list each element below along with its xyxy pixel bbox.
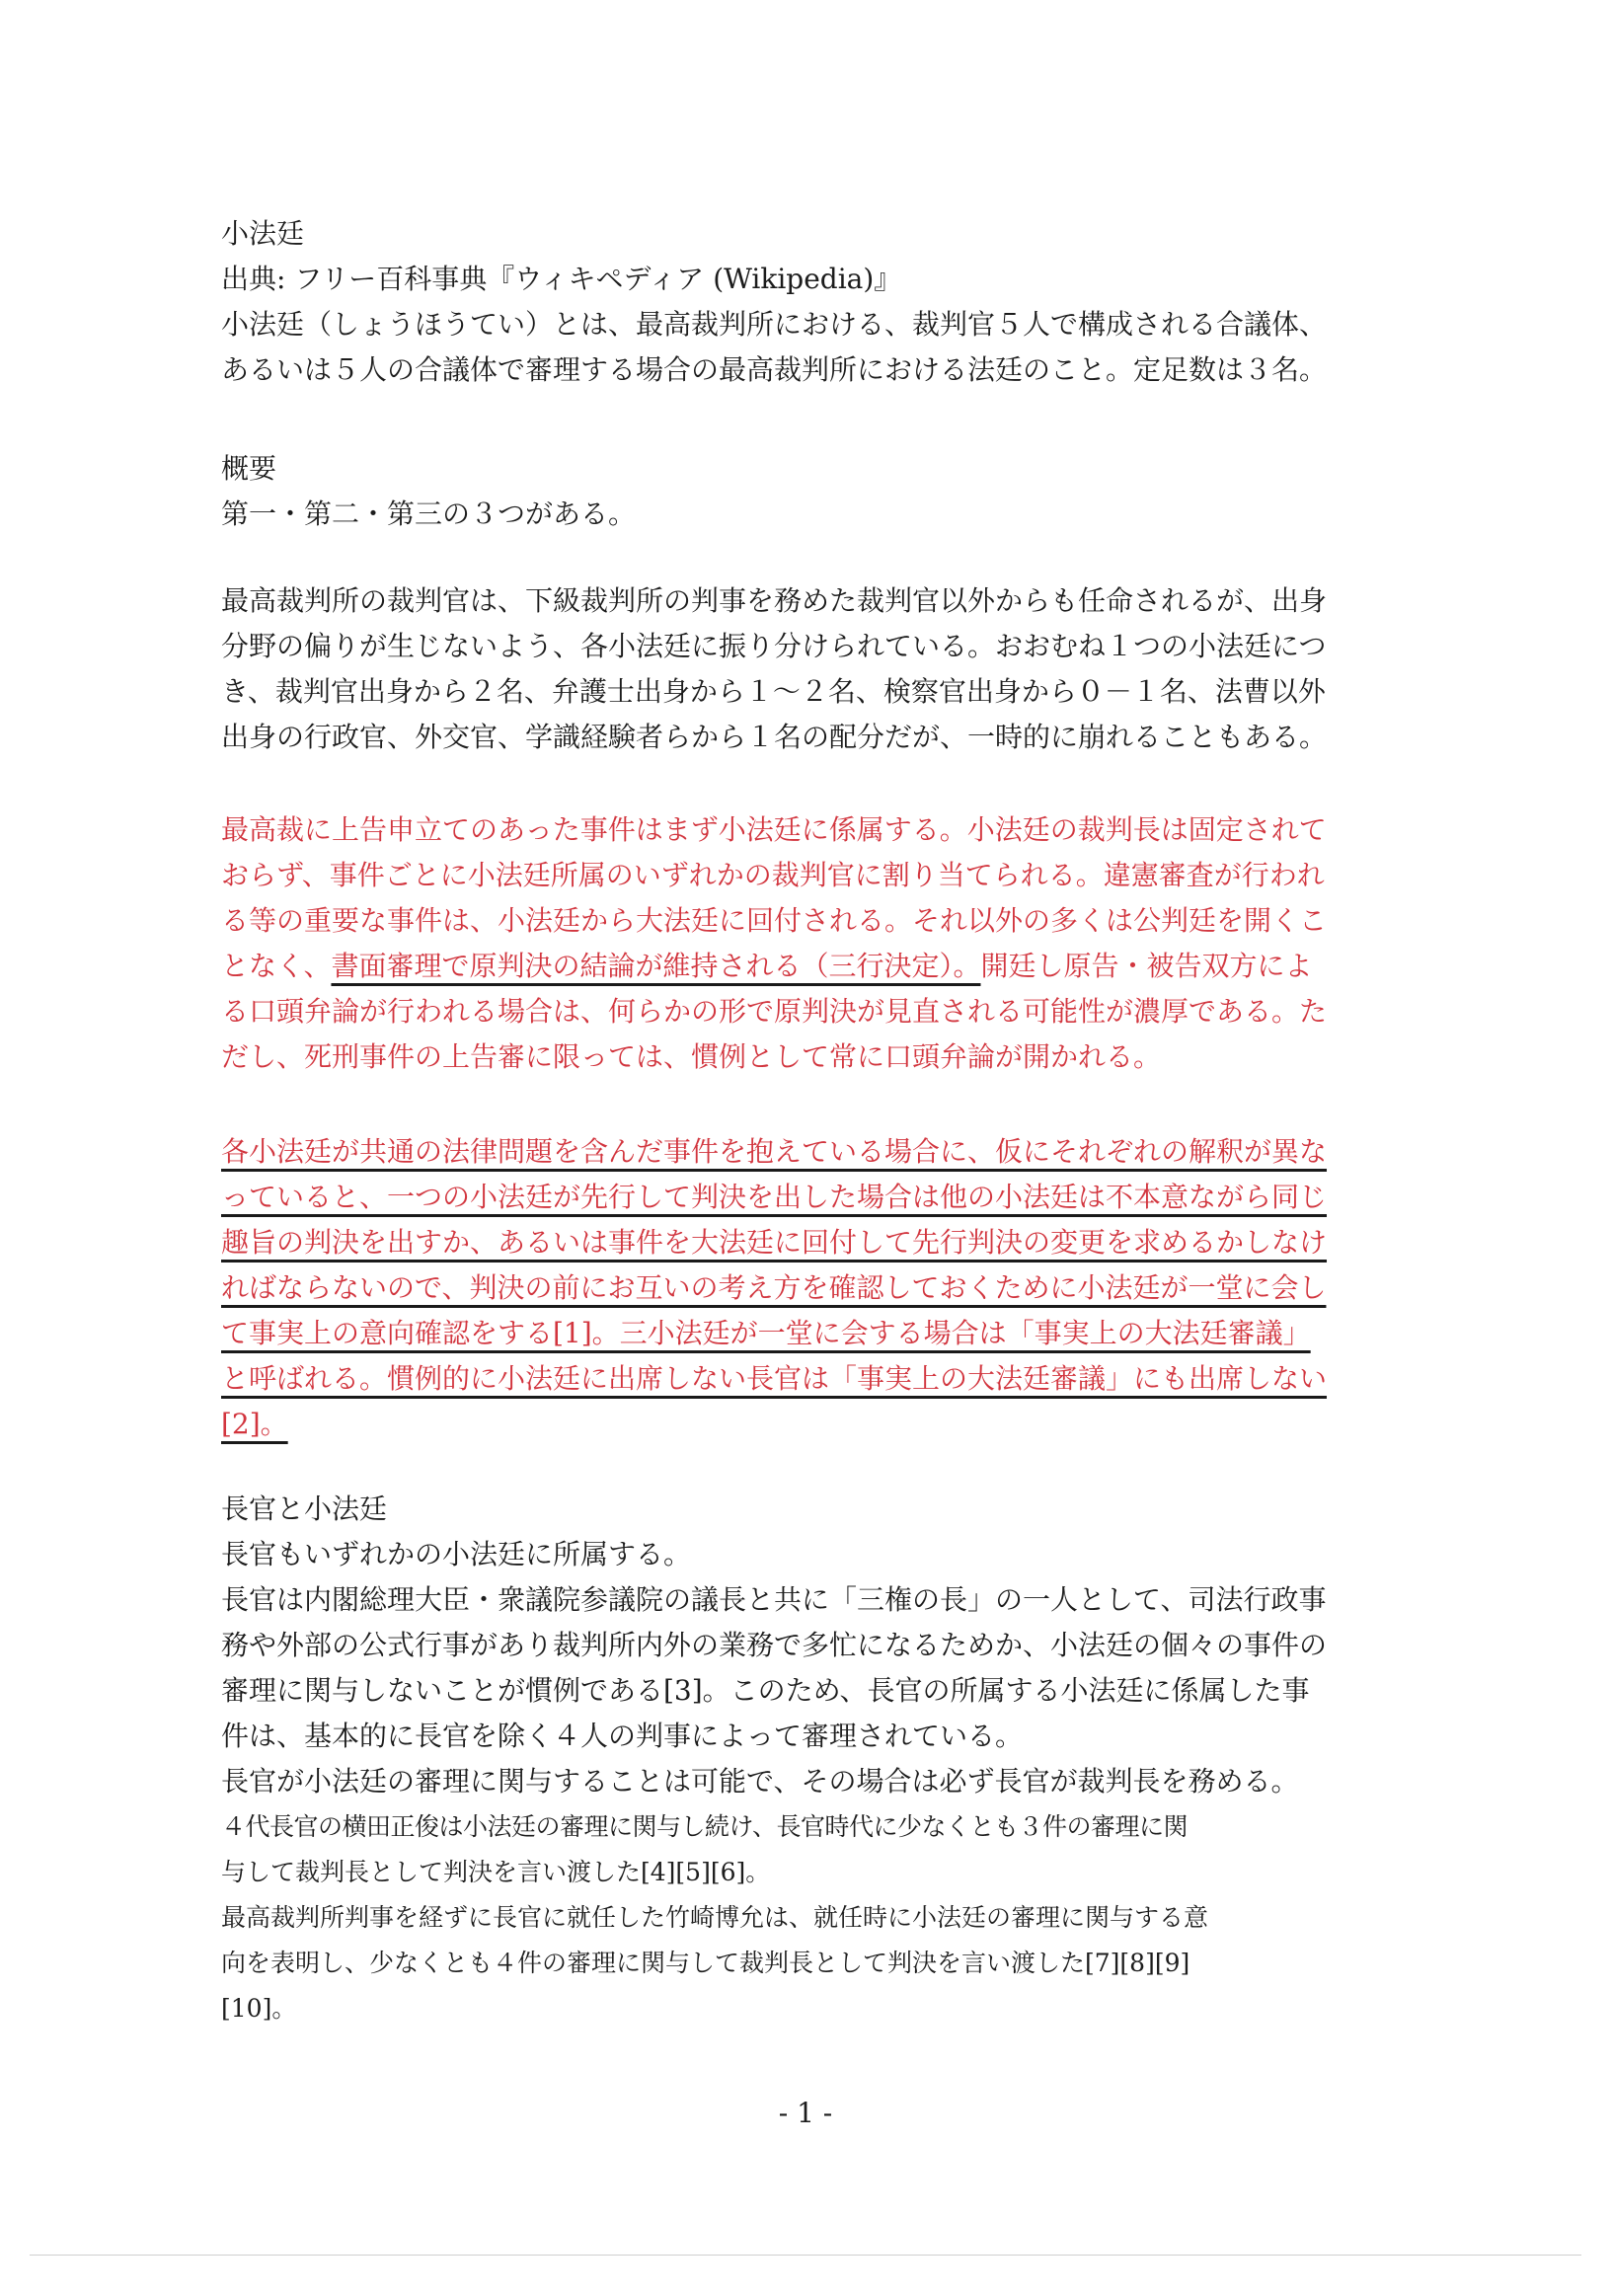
- chief-section: [221, 1487, 1392, 1804]
- chief-heading: 長官と小法廷: [221, 1492, 388, 1525]
- paragraph-line: 長官が小法廷の審理に関与することは可能で、その場合は必ず長官が裁判長を務める。: [221, 1765, 1299, 1798]
- underlined-text: と呼ばれる。慣例的に小法廷に出席しない長官は「事実上の大法廷審議」にも出席しない: [221, 1362, 1328, 1395]
- paragraph-line: 分野の偏りが生じないよう、各小法廷に振り分けられている。おおむね１つの小法廷につ: [221, 630, 1327, 662]
- scan-edge-line: [30, 2255, 1581, 2256]
- paragraph-line: [10]。: [221, 1994, 297, 2023]
- paragraph-line: だし、死刑事件の上告審に限っては、慣例として常に口頭弁論が開かれる。: [221, 1040, 1162, 1073]
- overview-heading: 概要: [221, 452, 277, 485]
- paragraph-line: 件は、基本的に長官を除く４人の判事によって審理されている。: [221, 1720, 1024, 1752]
- underlined-text: 趣旨の判決を出すか、あるいは事件を大法廷に回付して先行判決の変更を求めるかしなけ: [221, 1226, 1328, 1259]
- appeals-paragraph: [221, 807, 1392, 1080]
- underlined-line: [221, 1220, 1392, 1265]
- overview-section: [221, 446, 1392, 537]
- header-block: [221, 211, 1392, 393]
- chief-examples: [221, 1804, 1392, 2031]
- text-segment: 開廷し原告・被告双方によ: [980, 950, 1313, 982]
- paragraph-line: 向を表明し、少なくとも４件の審理に関与して裁判長として判決を言い渡した[7][8][9]: [221, 1949, 1190, 1977]
- paragraph-line: 最高裁判所の裁判官は、下級裁判所の判事を務めた裁判官以外からも任命されるが、出身: [221, 584, 1328, 617]
- underlined-text: っていると、一つの小法廷が先行して判決を出した場合は他の小法廷は不本意ながら同じ: [221, 1181, 1328, 1213]
- paragraph-line: 長官は内閣総理大臣・衆議院参議院の議長と共に「三権の長」の一人として、司法行政事: [221, 1583, 1327, 1616]
- underlined-text: て事実上の意向確認をする[1]。三小法廷が一堂に会する場合は「事実上の大法廷審議」: [221, 1317, 1311, 1349]
- paragraph-line: 最高裁に上告申立てのあった事件はまず小法廷に係属する。小法廷の裁判長は固定されて: [221, 813, 1327, 846]
- underlined-text: ればならないので、判決の前にお互いの考え方を確認しておくために小法廷が一堂に会し: [221, 1271, 1327, 1304]
- underlined-line: [221, 1402, 1392, 1447]
- paragraph-line: ４代長官の横田正俊は小法廷の審理に関与し続け、長官時代に少なくとも３件の審理に関: [221, 1812, 1189, 1841]
- paragraph-line: 与して裁判長として判決を言い渡した[4][5][6]。: [221, 1858, 771, 1886]
- paragraph-line: 最高裁判所判事を経ずに長官に就任した竹崎博允は、就任時に小法廷の審理に関与する意: [221, 1903, 1209, 1932]
- underlined-line: [221, 1311, 1392, 1356]
- underlined-line: [221, 1265, 1392, 1311]
- underlined-line: [221, 1356, 1392, 1402]
- source-line: 出典: フリー百科事典『ウィキペディア (Wikipedia)』: [221, 263, 902, 295]
- paragraph-line: る等の重要な事件は、小法廷から大法廷に回付される。それ以外の多くは公判廷を開くこ: [221, 904, 1328, 937]
- underlined-phrase: 書面審理で原判決の結論が維持される（三行決定）。: [331, 950, 981, 982]
- paragraph-line: 務や外部の公式行事があり裁判所内外の業務で多忙になるためか、小法廷の個々の事件の: [221, 1629, 1328, 1661]
- paragraph-line: き、裁判官出身から２名、弁護士出身から１～２名、検察官出身から０－１名、法曹以外: [221, 675, 1326, 708]
- paragraph-line: 審理に関与しないことが慣例である[3]。このため、長官の所属する小法廷に係属した事: [221, 1674, 1310, 1707]
- conference-paragraph: [221, 1129, 1392, 1447]
- underlined-text: [2]。: [221, 1408, 288, 1440]
- intro-line-2: あるいは５人の合議体で審理する場合の最高裁判所における法廷のこと。定足数は３名。: [221, 353, 1328, 386]
- intro-line-1: 小法廷（しょうほうてい）とは、最高裁判所における、裁判官５人で構成される合議体、: [221, 308, 1328, 341]
- paragraph-line-with-underline: [221, 944, 1392, 989]
- underlined-text: 各小法廷が共通の法律問題を含んだ事件を抱えている場合に、仮にそれぞれの解釈が異な: [221, 1135, 1328, 1168]
- paragraph-line: 長官もいずれかの小法廷に所属する。: [221, 1538, 692, 1570]
- underlined-line: [221, 1175, 1392, 1220]
- paragraph-line: 出身の行政官、外交官、学識経験者らから１名の配分だが、一時的に崩れることもある。: [221, 721, 1328, 753]
- paragraph-line: る口頭弁論が行われる場合は、何らかの形で原判決が見直される可能性が濃厚である。た: [221, 995, 1328, 1028]
- page-number: - 1 -: [778, 2097, 833, 2129]
- page-title: 小法廷: [221, 217, 305, 250]
- judges-paragraph: [221, 578, 1392, 760]
- underlined-line: [221, 1129, 1392, 1175]
- overview-line: 第一・第二・第三の３つがある。: [221, 497, 637, 530]
- paragraph-line: おらず、事件ごとに小法廷所属のいずれかの裁判官に割り当てられる。違憲審査が行われ: [221, 859, 1325, 891]
- text-segment: となく、: [221, 950, 332, 982]
